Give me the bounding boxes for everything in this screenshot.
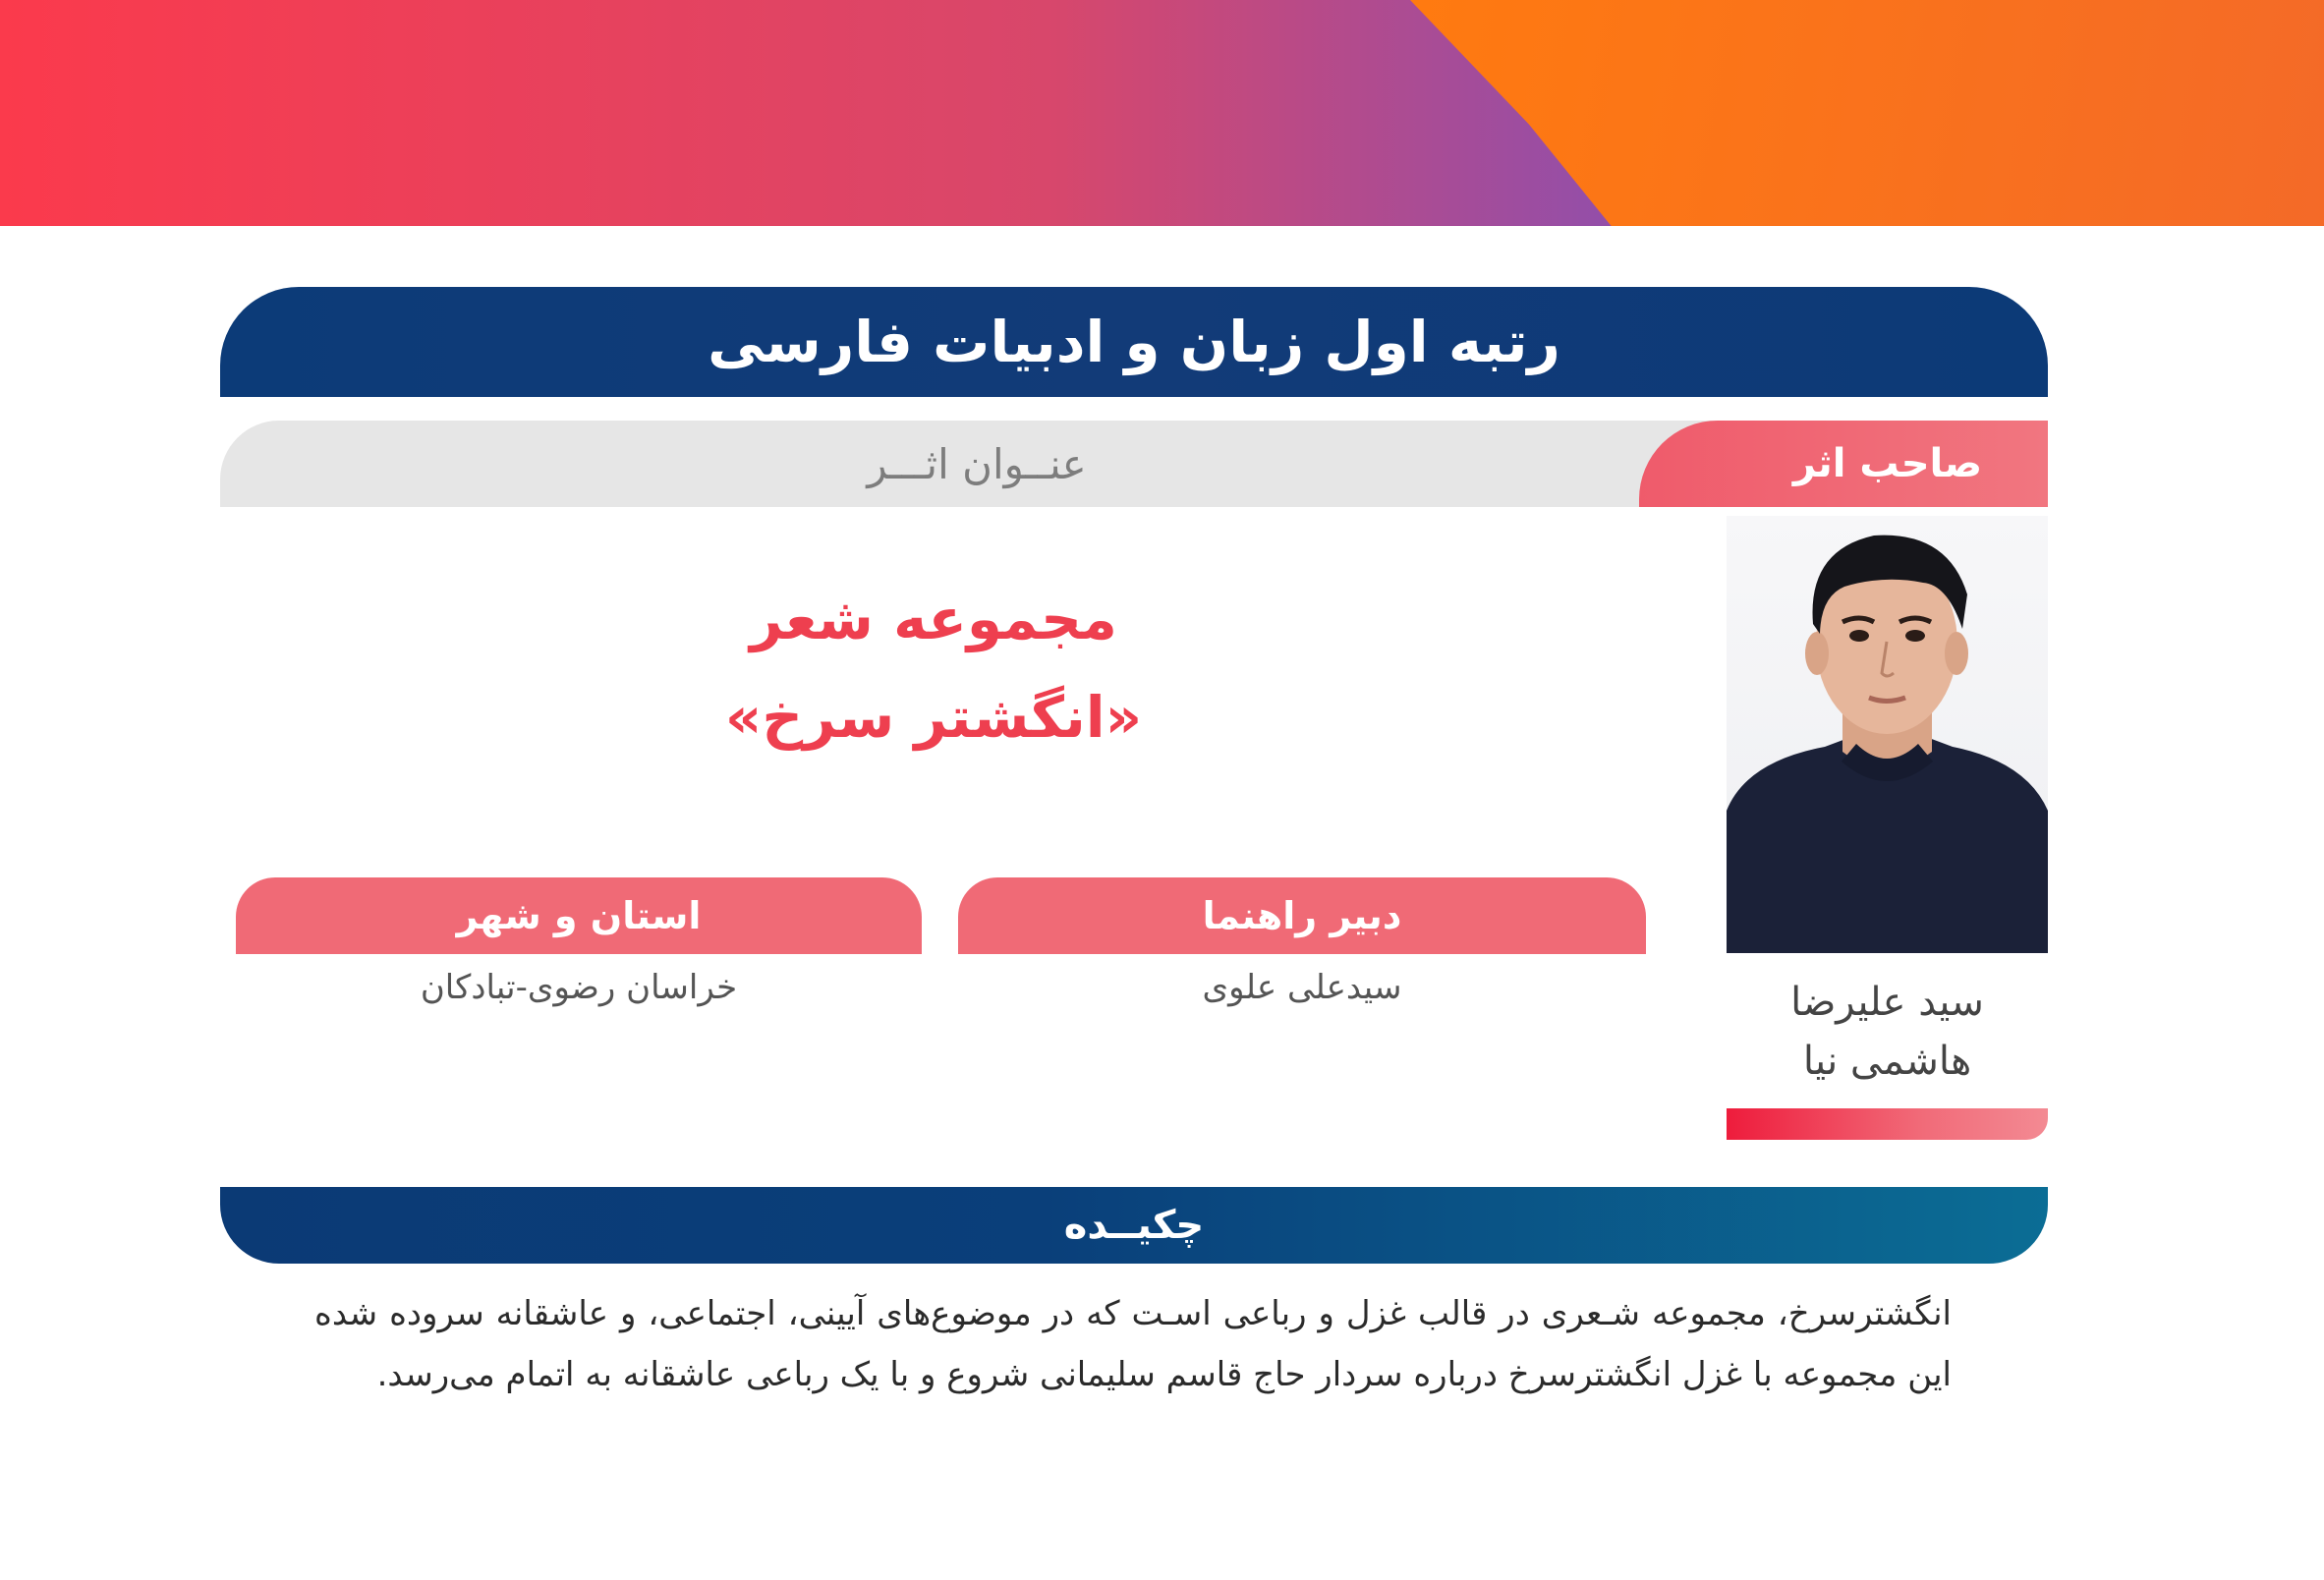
advisor-label-tab	[958, 877, 1646, 954]
banner-orange-shape	[1410, 0, 2324, 226]
author-photo	[1727, 516, 2048, 953]
work-title-line1: مجموعه شعر	[750, 586, 1117, 652]
title-bar	[220, 287, 2048, 397]
work-title-label-bar	[220, 421, 1733, 507]
author-name-line1: سید علیرضا	[1790, 980, 1984, 1025]
location-label: استان و شهر	[456, 894, 702, 937]
abstract-label: چکیــده	[1063, 1203, 1205, 1248]
work-title-label: عنــوان اثـــر	[867, 439, 1087, 488]
top-banner	[0, 0, 2324, 226]
author-underline	[1727, 1108, 2048, 1140]
person-photo-icon	[1727, 516, 2048, 953]
page-title: رتبه اول زبان و ادبیات فارسی	[708, 309, 1560, 375]
abstract-bar	[220, 1187, 2048, 1264]
author-name	[1727, 973, 2048, 1091]
location-label-tab	[236, 877, 922, 954]
advisor-label: دبیر راهنما	[1202, 894, 1402, 937]
abstract-text: انگشترسرخ، مجموعه شـعری در قالب غزل و رباعی اسـت که در موضوع‌های آیینی، اجتماعی، و عاشقانه سروده شده این مجموعه با غزل انگشترسرخ درباره سردار حاج قاسم سلیمانی شروع و با یک رباعی عاشقانه به اتمام می‌رسد.	[314, 1294, 1952, 1394]
author-label: صاحب اثر	[1792, 441, 1983, 486]
advisor-value: سیدعلی علوی	[1202, 968, 1402, 1007]
work-title	[550, 570, 1317, 766]
author-name-line2: هاشمی نیا	[1802, 1039, 1972, 1084]
work-title-line2: «انگشتر سرخ»	[724, 684, 1143, 751]
location-value: خراسان رضوی-تبادکان	[420, 968, 738, 1007]
author-label-tab	[1639, 421, 2048, 507]
